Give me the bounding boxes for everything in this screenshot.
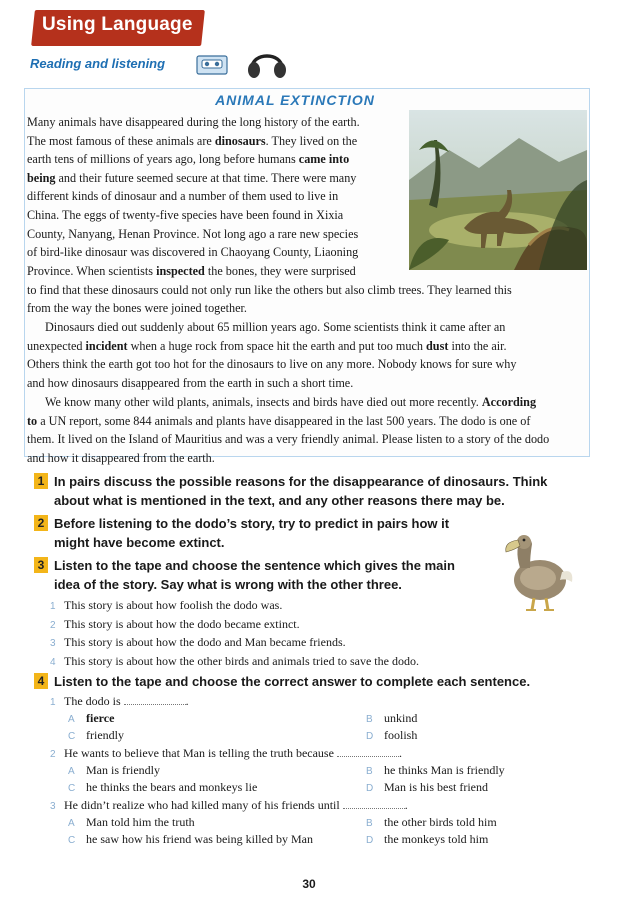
item-number: 2 [50, 749, 56, 760]
text-run: them. It lived on the Island of Mauritius and was a very friendly animal. Please listen to a story of the dodo [27, 432, 550, 446]
text-run: to find that these dinosaurs could not only run like the others but also climb trees. They learned this [27, 283, 512, 297]
option-letter: B [366, 766, 373, 777]
option-letter: C [68, 731, 76, 742]
exercise-4 [34, 672, 530, 691]
option-text: This story is about how foolish the dodo was. [64, 598, 283, 612]
exercise-instruction [54, 514, 449, 552]
option-text: This story is about how the other birds and animals tried to save the dodo. [64, 653, 419, 668]
instruction-line: Listen to the tape and choose the sentence which gives the main [54, 558, 455, 573]
text-run: from the way the bones were joined together. [27, 301, 247, 315]
stem-text: The dodo is [64, 694, 124, 708]
option-letter: D [366, 835, 374, 846]
exercise-instruction [54, 556, 455, 594]
text-run: China. The eggs of twenty-five species have been found in Xixia [27, 208, 344, 222]
option-letter: D [366, 731, 374, 742]
dodo-bird-illustration [500, 528, 576, 612]
q4-option-a[interactable] [68, 710, 114, 728]
option-text: This story is about how the dodo and Man became friends. [64, 635, 346, 649]
q4-option-c[interactable] [68, 727, 124, 745]
text-run: Many animals have disappeared during the long history of the earth. [27, 115, 360, 129]
option-text: foolish [384, 728, 418, 742]
q4-stem [50, 745, 402, 763]
option-letter: A [68, 818, 75, 829]
text-run: the bones, they were surprised [204, 264, 356, 278]
stem-text: He didn’t realize who had killed many of his friends until [64, 798, 343, 812]
q4-stem [50, 693, 189, 711]
article-line [27, 113, 407, 132]
key-word: incident [85, 339, 128, 353]
option-text: friendly [86, 728, 124, 742]
stem-end: . [185, 694, 189, 708]
text-run: a UN report, some 844 animals and plants have disappeared in the last 500 years. The dodo is one of [37, 414, 531, 428]
article-line [27, 449, 587, 468]
key-word: being [27, 171, 56, 185]
article-line [27, 412, 587, 431]
text-run: The most famous of these animals are [27, 134, 215, 148]
text-run: earth tens of millions of years ago, long before humans [27, 152, 299, 166]
article-line [27, 299, 587, 318]
text-run: County, Nanyang, Henan Province. Not long ago a rare new species [27, 227, 359, 241]
exercise-number: 1 [34, 473, 48, 489]
key-word: inspected [156, 264, 205, 278]
option-letter: C [68, 835, 76, 846]
option-text: he thinks Man is friendly [384, 763, 505, 777]
option-number: 2 [50, 619, 56, 631]
headphones-icon [246, 46, 288, 80]
q4-option-c[interactable] [68, 779, 257, 797]
exercise-1 [34, 472, 547, 510]
option-letter: C [68, 783, 76, 794]
key-word: dust [426, 339, 449, 353]
instruction-line: Before listening to the dodo’s story, try to predict in pairs how it [54, 516, 450, 531]
q3-option[interactable] [50, 653, 419, 671]
text-run: when a huge rock from space hit the earth and put too much [127, 339, 427, 353]
option-letter: B [366, 818, 373, 829]
q4-option-b[interactable] [366, 710, 417, 728]
exercise-3 [34, 556, 455, 594]
option-text: fierce [86, 711, 115, 725]
key-word: came into [298, 152, 350, 166]
answer-blank[interactable] [124, 693, 186, 705]
instruction-line: idea of the story. Say what is wrong with the other three. [54, 577, 402, 592]
exercise-instruction [54, 672, 530, 691]
option-text: unkind [384, 711, 418, 725]
answer-blank[interactable] [337, 745, 399, 757]
article-line [27, 355, 587, 374]
dinosaur-illustration [409, 110, 587, 270]
exercise-2 [34, 514, 449, 552]
stem-text: He wants to believe that Man is telling the truth because [64, 746, 337, 760]
option-number: 4 [50, 656, 56, 668]
stem-end: . [398, 746, 402, 760]
option-letter: A [68, 766, 75, 777]
exercise-instruction [54, 472, 547, 510]
text-run: different kinds of dinosaur and a number of them used to live in [27, 189, 339, 203]
text-run: Others think the earth got too hot for the dinosaurs to live on any more. Nobody knows for sure why [27, 357, 517, 371]
q4-option-c[interactable] [68, 831, 313, 849]
option-text: This story is about how the dodo became extinct. [64, 616, 300, 631]
q4-option-b[interactable] [366, 814, 497, 832]
exercise-number: 3 [34, 557, 48, 573]
option-text: he saw how his friend was being killed by Man [86, 832, 313, 846]
q3-option[interactable] [50, 597, 282, 615]
option-text: the monkeys told him [384, 832, 489, 846]
article-line [27, 262, 407, 281]
option-number: 3 [50, 638, 56, 649]
text-run: and how dinosaurs disappeared from the earth in such a short time. [27, 376, 354, 390]
article-line [27, 132, 407, 151]
article-line [27, 374, 587, 393]
option-letter: D [366, 783, 374, 794]
q3-option[interactable] [50, 634, 346, 652]
article-line [27, 393, 605, 412]
option-text: Man is his best friend [384, 780, 488, 794]
exercise-number: 4 [34, 673, 48, 689]
option-number: 1 [50, 601, 56, 612]
instruction-line: about what is mentioned in the text, and any other reasons there may be. [54, 493, 505, 508]
text-run: and how it disappeared from the earth. [27, 451, 215, 465]
answer-blank[interactable] [343, 797, 405, 809]
q3-option[interactable] [50, 616, 300, 634]
page-number: 30 [302, 877, 316, 891]
q4-option-a[interactable] [68, 814, 195, 832]
q4-option-d[interactable] [366, 727, 417, 745]
q4-stem [50, 797, 408, 815]
text-run: . They lived on the [265, 134, 358, 148]
cassette-icon [196, 54, 228, 76]
exercise-number: 2 [34, 515, 48, 531]
q4-option-b[interactable] [366, 762, 505, 780]
text-run: into the air. [448, 339, 507, 353]
option-text: he thinks the bears and monkeys lie [86, 780, 258, 794]
article-title: ANIMAL EXTINCTION [215, 92, 375, 108]
key-word: According [481, 395, 537, 409]
text-run: of bird-like dinosaur was discovered in Chaoyang County, Liaoning [27, 245, 359, 259]
article-line [27, 187, 407, 206]
article-line [27, 281, 587, 300]
text-run: unexpected [27, 339, 86, 353]
text-run: Dinosaurs died out suddenly about 65 million years ago. Some scientists think it came after an [45, 320, 506, 334]
q4-option-a[interactable] [68, 762, 160, 780]
option-letter: B [366, 714, 373, 725]
article-line [27, 318, 605, 337]
option-text: Man told him the truth [86, 815, 195, 829]
article-line [27, 225, 407, 244]
article-line [27, 337, 587, 356]
item-number: 1 [50, 697, 56, 708]
instruction-line: In pairs discuss the possible reasons for the disappearance of dinosaurs. Think [54, 474, 548, 489]
article-line [27, 430, 587, 449]
article-line [27, 150, 407, 169]
stem-end: . [404, 798, 408, 812]
key-word: to [27, 414, 38, 428]
item-number: 3 [50, 801, 56, 812]
text-run: Province. When scientists [27, 264, 157, 278]
instruction-line: might have become extinct. [54, 535, 225, 550]
key-word: dinosaurs [214, 134, 266, 148]
article-line [27, 243, 407, 262]
text-run: We know many other wild plants, animals, insects and birds have died out more recently. [45, 395, 482, 409]
article-line [27, 206, 407, 225]
text-run: and their future seemed secure at that time. There were many [55, 171, 357, 185]
q4-option-d[interactable] [366, 831, 488, 849]
subheading: Reading and listening [30, 56, 166, 71]
section-title: Using Language [42, 14, 193, 35]
option-letter: A [68, 714, 75, 725]
option-text: the other birds told him [384, 815, 497, 829]
option-text: Man is friendly [86, 763, 160, 777]
q4-option-d[interactable] [366, 779, 488, 797]
article-line [27, 169, 407, 188]
instruction-line: Listen to the tape and choose the correct answer to complete each sentence. [54, 674, 531, 689]
